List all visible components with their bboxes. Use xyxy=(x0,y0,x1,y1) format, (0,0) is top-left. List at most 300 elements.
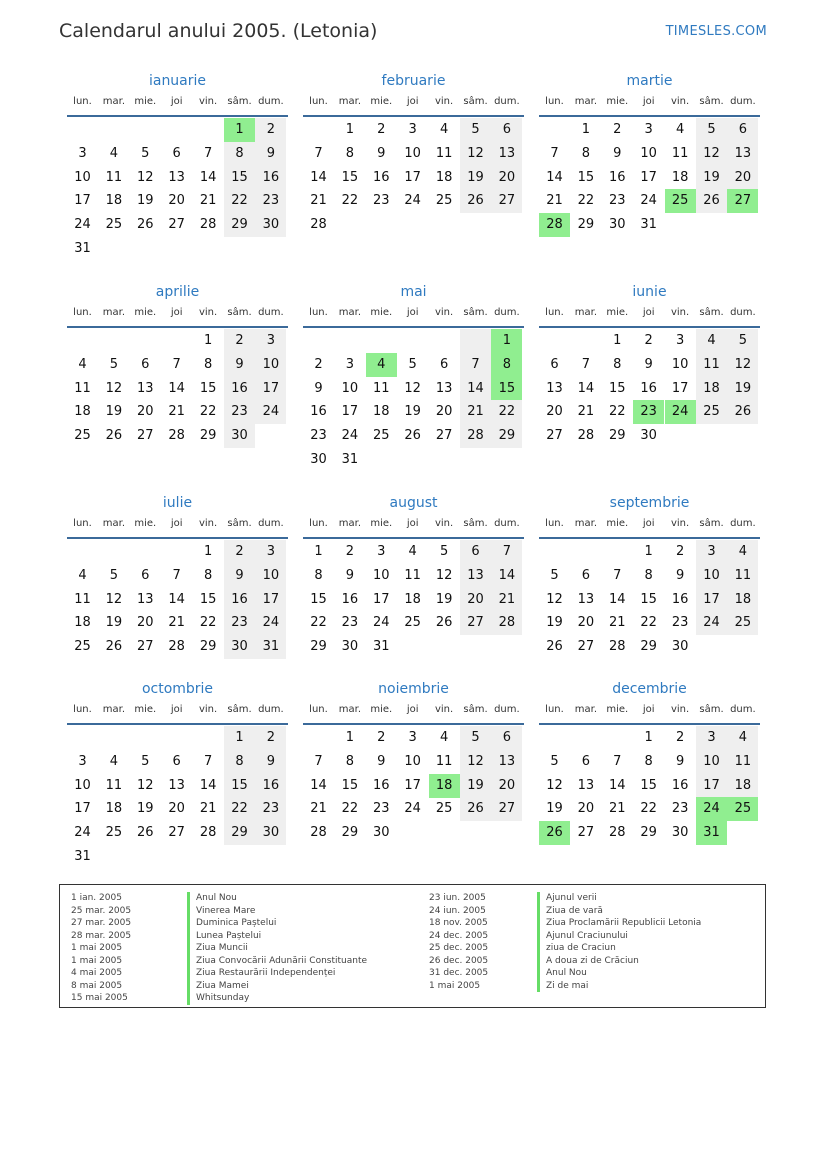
calendar-day: 29 xyxy=(640,639,657,655)
calendar-day: 1 xyxy=(314,544,323,559)
calendar-day: 28 xyxy=(199,825,217,841)
calendar-day: 21 xyxy=(609,615,626,631)
calendar-day: 26 xyxy=(435,615,453,631)
calendar-day: 19 xyxy=(105,404,123,420)
legend-holiday-name: Anul Nou xyxy=(187,892,367,905)
calendar-day: 6 xyxy=(141,356,150,372)
weekday-header: lun. xyxy=(73,96,92,107)
weekday-header: sâm. xyxy=(227,307,252,318)
weekday-header: vin. xyxy=(198,704,218,715)
calendar-day: 2 xyxy=(224,329,255,353)
calendar-day: 11 xyxy=(696,353,727,377)
calendar-day: 4 xyxy=(408,544,417,559)
calendar-day: 31 xyxy=(74,241,91,256)
calendar-day: 22 xyxy=(577,193,595,209)
calendar-day: 10 xyxy=(404,753,421,769)
calendar-day: 15 xyxy=(609,380,626,396)
calendar-day: 9 xyxy=(345,567,355,583)
legend-date: 18 nov. 2005 xyxy=(429,918,488,928)
calendar-day: 13 xyxy=(577,591,595,607)
calendar-day: 25 xyxy=(727,611,758,635)
calendar-day: 11 xyxy=(435,145,453,161)
weekday-header: vin. xyxy=(670,96,690,107)
weekday-header: mar. xyxy=(338,518,362,529)
calendar-day: 11 xyxy=(727,750,758,774)
calendar-day: 19 xyxy=(137,801,154,817)
calendar-day: 17 xyxy=(373,591,390,607)
calendar-day: 12 xyxy=(696,142,727,166)
calendar-day: 24 xyxy=(373,615,390,631)
legend-date: 15 mai 2005 xyxy=(71,993,128,1003)
calendar-day: 7 xyxy=(460,353,491,377)
weekday-header: mie. xyxy=(370,518,393,529)
calendar-day: 8 xyxy=(224,142,255,166)
weekday-header: mie. xyxy=(370,307,393,318)
calendar-day: 16 xyxy=(640,380,657,396)
month-header-rule xyxy=(539,723,760,725)
calendar-day: 11 xyxy=(105,777,123,793)
calendar-day: 1 xyxy=(613,333,622,348)
calendar-day: 28 xyxy=(491,611,522,635)
calendar-day: 2 xyxy=(345,544,355,559)
weekday-header: joi xyxy=(170,704,183,715)
month-name: aprilie xyxy=(155,284,200,300)
calendar-day: 17 xyxy=(671,380,689,396)
legend-date: 25 mar. 2005 xyxy=(71,905,132,916)
calendar-day: 28 xyxy=(460,424,491,448)
legend-date: 23 iun. 2005 xyxy=(429,893,486,903)
calendar-day: 22 xyxy=(224,797,255,821)
calendar-day: 17 xyxy=(74,801,91,817)
calendar-day: 22 xyxy=(199,615,217,631)
calendar-day: 9 xyxy=(377,753,386,769)
calendar-day: 7 xyxy=(172,356,181,372)
calendar-day: 26 xyxy=(460,797,491,821)
calendar-day: 8 xyxy=(581,145,591,161)
calendar-day: 18 xyxy=(696,377,727,401)
legend-holiday-name: Ziua Mamei xyxy=(187,980,367,993)
calendar-day: 20 xyxy=(577,615,595,631)
weekday-header: dum. xyxy=(494,518,520,529)
calendar-day: 14 xyxy=(199,777,217,793)
calendar-day: 9 xyxy=(314,380,323,396)
weekday-header: lun. xyxy=(545,96,564,107)
calendar-day: 3 xyxy=(255,329,286,353)
weekday-header: mie. xyxy=(134,307,157,318)
month-header-rule xyxy=(67,537,288,539)
weekday-header: dum. xyxy=(730,518,756,529)
calendar-day: 18 xyxy=(404,591,421,607)
weekday-header: joi xyxy=(406,307,419,318)
weekday-header: dum. xyxy=(494,307,520,318)
legend-date: 1 ian. 2005 xyxy=(71,893,122,903)
weekday-header: mar. xyxy=(338,96,362,107)
legend-left-names xyxy=(187,892,367,1005)
calendar-day: 9 xyxy=(675,753,685,769)
calendar-day: 3 xyxy=(408,730,417,745)
calendar-day: 16 xyxy=(255,166,286,190)
month-name: noiembrie xyxy=(378,681,449,697)
calendar-day: 30 xyxy=(310,452,327,467)
calendar-day: 28 xyxy=(168,639,185,655)
month-name: iulie xyxy=(162,495,193,511)
calendar-day: 14 xyxy=(491,564,522,588)
calendar-day: 21 xyxy=(546,193,563,209)
month-name: august xyxy=(389,495,438,511)
calendar-day: 17 xyxy=(696,774,727,798)
calendar-day: 28 xyxy=(577,428,595,444)
calendar-day: 27 xyxy=(137,639,154,655)
holiday-day: 1 xyxy=(224,118,255,142)
calendar-day: 16 xyxy=(373,169,390,185)
calendar-day: 3 xyxy=(78,753,87,769)
calendar-day: 15 xyxy=(224,166,255,190)
calendar-day: 11 xyxy=(74,591,91,607)
calendar-day: 18 xyxy=(671,169,689,185)
calendar-day: 1 xyxy=(581,122,591,137)
calendar-day: 21 xyxy=(310,801,327,817)
calendar-day: 20 xyxy=(168,193,185,209)
calendar-day: 14 xyxy=(460,377,491,401)
calendar-day: 14 xyxy=(310,169,327,185)
calendar-day: 23 xyxy=(255,797,286,821)
weekday-header: mie. xyxy=(370,96,393,107)
month-name: octombrie xyxy=(141,681,214,697)
calendar-day: 26 xyxy=(727,400,758,424)
calendar-day: 7 xyxy=(550,145,559,161)
holiday-day: 18 xyxy=(429,774,460,798)
calendar-day: 12 xyxy=(137,777,154,793)
calendar-day: 19 xyxy=(696,166,727,190)
calendar-day: 21 xyxy=(199,193,217,209)
calendar-day: 20 xyxy=(727,166,758,190)
calendar-day: 17 xyxy=(404,777,421,793)
holiday-legend xyxy=(59,884,766,1008)
legend-holiday-name: Ziua Muncii xyxy=(187,942,367,955)
calendar-day: 2 xyxy=(377,730,386,745)
calendar-day: 20 xyxy=(491,166,522,190)
calendar-day: 22 xyxy=(310,615,327,631)
calendar-day: 19 xyxy=(460,774,491,798)
calendar-day: 25 xyxy=(105,825,123,841)
calendar-day: 23 xyxy=(255,189,286,213)
calendar-day: 1 xyxy=(224,726,255,750)
weekday-header: mar. xyxy=(102,307,126,318)
calendar-day: 4 xyxy=(439,122,449,137)
calendar-day: 3 xyxy=(696,540,727,564)
calendar-day: 20 xyxy=(137,615,154,631)
legend-left-dates xyxy=(71,892,131,1005)
calendar-day: 4 xyxy=(727,726,758,750)
weekday-header: joi xyxy=(170,518,183,529)
calendar-day: 11 xyxy=(671,145,689,161)
calendar-day: 4 xyxy=(78,356,87,372)
calendar-day: 8 xyxy=(224,750,255,774)
calendar-day: 30 xyxy=(640,428,657,444)
calendar-day: 12 xyxy=(727,353,758,377)
weekday-header: lun. xyxy=(545,307,564,318)
calendar-day: 23 xyxy=(310,428,327,444)
calendar-day: 25 xyxy=(696,400,727,424)
month-name: februarie xyxy=(381,73,446,89)
calendar-day: 8 xyxy=(644,753,653,769)
site-brand-link[interactable]: TIMESLES.COM xyxy=(665,24,767,39)
legend-holiday-name: Ziua Proclamării Republicii Letonia xyxy=(537,917,701,930)
weekday-header: joi xyxy=(642,96,655,107)
calendar-day: 24 xyxy=(404,193,421,209)
calendar-day: 4 xyxy=(675,122,685,137)
calendar-day: 9 xyxy=(224,353,255,377)
weekday-header: vin. xyxy=(434,307,454,318)
holiday-day: 15 xyxy=(491,377,522,401)
weekday-header: mie. xyxy=(134,704,157,715)
weekday-header: mar. xyxy=(102,704,126,715)
calendar-day: 20 xyxy=(546,404,563,420)
calendar-day: 23 xyxy=(671,801,689,817)
calendar-day: 27 xyxy=(491,189,522,213)
calendar-day: 29 xyxy=(199,428,217,444)
calendar-day: 9 xyxy=(675,567,685,583)
calendar-day: 12 xyxy=(404,380,421,396)
calendar-day: 17 xyxy=(640,169,657,185)
calendar-day: 17 xyxy=(74,193,91,209)
calendar-day: 25 xyxy=(404,615,421,631)
calendar-day: 5 xyxy=(109,567,119,583)
calendar-day: 12 xyxy=(460,750,491,774)
calendar-day: 7 xyxy=(172,567,181,583)
month-header-rule xyxy=(539,537,760,539)
calendar-day: 7 xyxy=(581,356,591,372)
calendar-day: 8 xyxy=(203,567,213,583)
calendar-day: 9 xyxy=(377,145,386,161)
month-header-rule xyxy=(303,537,524,539)
calendar-day: 28 xyxy=(609,639,626,655)
weekday-header: vin. xyxy=(198,307,218,318)
calendar-day: 22 xyxy=(224,189,255,213)
calendar-day: 24 xyxy=(696,611,727,635)
calendar-day: 18 xyxy=(435,169,453,185)
calendar-day: 27 xyxy=(577,639,595,655)
calendar-day: 14 xyxy=(168,591,185,607)
weekday-header: sâm. xyxy=(699,96,724,107)
weekday-header: lun. xyxy=(545,704,564,715)
calendar-day: 5 xyxy=(109,356,119,372)
legend-holiday-name: Zi de mai xyxy=(537,980,701,993)
calendar-day: 21 xyxy=(609,801,626,817)
calendar-day: 24 xyxy=(404,801,421,817)
calendar-day: 12 xyxy=(546,591,563,607)
calendar-day: 18 xyxy=(74,615,91,631)
calendar-day: 23 xyxy=(224,400,255,424)
weekend-blank-cell xyxy=(460,329,491,353)
calendar-day: 26 xyxy=(105,428,123,444)
holiday-day: 25 xyxy=(727,797,758,821)
calendar-day: 12 xyxy=(105,591,123,607)
calendar-day: 3 xyxy=(345,356,355,372)
calendar-day: 17 xyxy=(255,377,286,401)
calendar-day: 2 xyxy=(314,356,323,372)
weekday-header: dum. xyxy=(258,704,284,715)
calendar-day: 2 xyxy=(675,544,685,559)
calendar-day: 3 xyxy=(377,544,386,559)
legend-date: 4 mai 2005 xyxy=(71,968,123,978)
holiday-day: 25 xyxy=(665,189,696,213)
weekday-header: sâm. xyxy=(699,518,724,529)
calendar-day: 10 xyxy=(373,567,390,583)
legend-holiday-name: A doua zi de Crăciun xyxy=(537,955,701,968)
calendar-day: 28 xyxy=(199,217,217,233)
calendar-day: 13 xyxy=(577,777,595,793)
holiday-day: 31 xyxy=(696,821,727,845)
page-title: Calendarul anului 2005. (Letonia) xyxy=(59,20,378,42)
calendar-day: 26 xyxy=(460,189,491,213)
holiday-day: 24 xyxy=(665,400,696,424)
calendar-day: 26 xyxy=(137,825,154,841)
weekday-header: sâm. xyxy=(463,307,488,318)
calendar-day: 16 xyxy=(373,777,390,793)
calendar-day: 18 xyxy=(727,588,758,612)
calendar-day: 13 xyxy=(435,380,453,396)
calendar-day: 29 xyxy=(609,428,626,444)
calendar-day: 19 xyxy=(727,377,758,401)
calendar-day: 11 xyxy=(435,753,453,769)
calendar-day: 6 xyxy=(141,567,150,583)
legend-date: 8 mai 2005 xyxy=(71,980,123,991)
weekday-header: lun. xyxy=(309,518,328,529)
calendar-day: 6 xyxy=(172,145,181,161)
calendar-day: 7 xyxy=(314,145,323,161)
calendar-day: 3 xyxy=(255,540,286,564)
calendar-day: 12 xyxy=(546,777,563,793)
weekday-header: lun. xyxy=(73,704,92,715)
calendar-day: 19 xyxy=(546,615,563,631)
calendar-day: 8 xyxy=(314,567,323,583)
calendar-day: 20 xyxy=(168,801,185,817)
calendar-day: 22 xyxy=(341,801,359,817)
calendar-day: 22 xyxy=(609,404,626,420)
calendar-day: 25 xyxy=(74,639,91,655)
calendar-day: 26 xyxy=(404,428,421,444)
weekday-header: mie. xyxy=(606,518,629,529)
calendar-day: 2 xyxy=(224,540,255,564)
calendar-day: 2 xyxy=(377,122,386,137)
legend-date: 27 mar. 2005 xyxy=(71,918,132,928)
calendar-day: 11 xyxy=(404,567,421,583)
calendar-day: 8 xyxy=(203,356,213,372)
weekday-header: joi xyxy=(406,96,419,107)
calendar-day: 13 xyxy=(137,591,154,607)
legend-holiday-name: ziua de Craciun xyxy=(537,942,701,955)
calendar-day: 13 xyxy=(727,142,758,166)
calendar-day: 6 xyxy=(460,540,491,564)
legend-right-dates xyxy=(429,892,488,992)
calendar-day: 14 xyxy=(199,169,217,185)
month-name: martie xyxy=(626,73,673,89)
calendar-day: 10 xyxy=(341,380,359,396)
calendar-day: 19 xyxy=(460,166,491,190)
calendar-day: 3 xyxy=(644,122,653,137)
calendar-day: 23 xyxy=(373,193,390,209)
calendar-day: 12 xyxy=(435,567,453,583)
calendar-day: 29 xyxy=(341,825,359,841)
month-header-rule xyxy=(539,115,760,117)
legend-date: 26 dec. 2005 xyxy=(429,955,489,966)
calendar-day: 5 xyxy=(439,544,449,559)
calendar-day: 3 xyxy=(78,145,87,161)
calendar-day: 28 xyxy=(310,217,327,233)
calendar-day: 8 xyxy=(613,356,622,372)
weekday-header: mie. xyxy=(606,96,629,107)
calendar-day: 31 xyxy=(255,635,286,659)
calendar-day: 23 xyxy=(341,615,359,631)
calendar-day: 20 xyxy=(435,404,453,420)
weekday-header: joi xyxy=(642,307,655,318)
weekday-header: vin. xyxy=(670,307,690,318)
month-name: ianuarie xyxy=(148,73,207,89)
calendar-day: 29 xyxy=(224,821,255,845)
calendar-day: 25 xyxy=(74,428,91,444)
weekday-header: lun. xyxy=(309,96,328,107)
calendar-day: 7 xyxy=(314,753,323,769)
calendar-day: 14 xyxy=(310,777,327,793)
calendar-day: 15 xyxy=(199,591,217,607)
month-header-rule xyxy=(539,326,760,328)
calendar-day: 25 xyxy=(373,428,390,444)
calendar-day: 10 xyxy=(255,564,286,588)
calendar-day: 14 xyxy=(577,380,595,396)
calendar-day: 16 xyxy=(255,774,286,798)
calendar-day: 20 xyxy=(137,404,154,420)
calendar-day: 26 xyxy=(546,639,563,655)
calendar-day: 16 xyxy=(671,591,689,607)
calendar-day: 30 xyxy=(671,825,689,841)
calendar-day: 27 xyxy=(546,428,563,444)
weekday-header: mie. xyxy=(606,307,629,318)
calendar-day: 11 xyxy=(105,169,123,185)
calendar-day: 1 xyxy=(644,730,653,745)
weekday-header: sâm. xyxy=(227,96,252,107)
calendar-day: 7 xyxy=(613,753,622,769)
weekday-header: vin. xyxy=(434,96,454,107)
calendar-day: 6 xyxy=(581,753,591,769)
calendar-day: 16 xyxy=(224,588,255,612)
weekday-header: mie. xyxy=(134,518,157,529)
calendar-day: 10 xyxy=(74,169,91,185)
calendar-day: 6 xyxy=(727,118,758,142)
legend-date: 1 mai 2005 xyxy=(71,955,123,966)
weekday-header: sâm. xyxy=(463,518,488,529)
calendar-day: 5 xyxy=(727,329,758,353)
calendar-day: 25 xyxy=(435,193,453,209)
weekday-header: sâm. xyxy=(463,704,488,715)
legend-date: 25 dec. 2005 xyxy=(429,943,489,953)
calendar-day: 23 xyxy=(671,615,689,631)
calendar-day: 2 xyxy=(675,730,685,745)
calendar-day: 21 xyxy=(168,615,185,631)
legend-holiday-name: Ajunul Craciunului xyxy=(537,930,701,943)
calendar-day: 26 xyxy=(137,217,154,233)
calendar-day: 6 xyxy=(439,356,449,372)
calendar-day: 21 xyxy=(460,400,491,424)
legend-holiday-name: Duminica Paștelui xyxy=(187,917,367,930)
calendar-day: 25 xyxy=(435,801,453,817)
weekday-header: vin. xyxy=(670,704,690,715)
calendar-day: 5 xyxy=(460,118,491,142)
legend-holiday-name: Anul Nou xyxy=(537,967,701,980)
calendar-day: 2 xyxy=(613,122,622,137)
weekday-header: dum. xyxy=(494,704,520,715)
weekday-header: sâm. xyxy=(227,518,252,529)
